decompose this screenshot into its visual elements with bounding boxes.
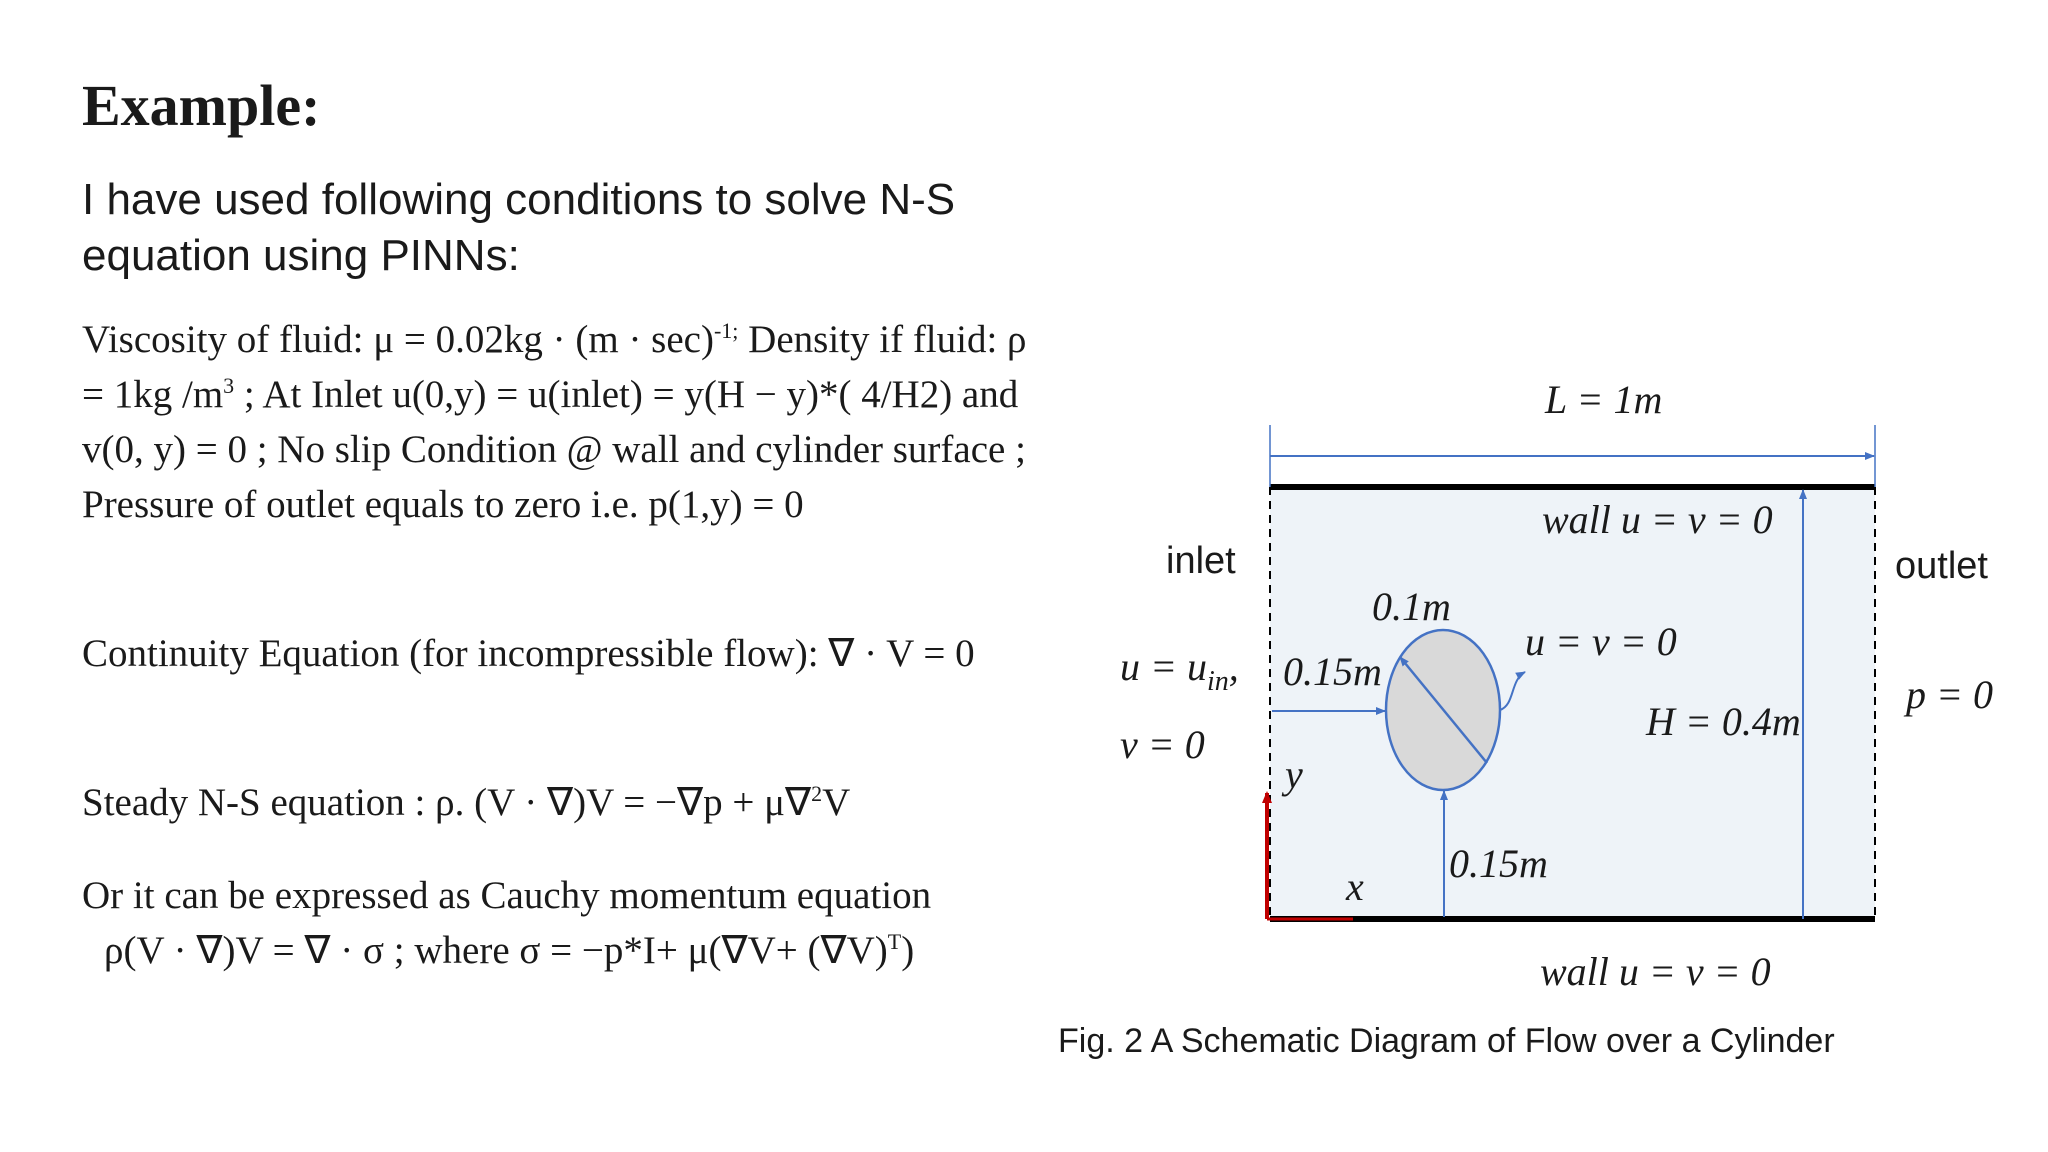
inlet-velocity-u: $u = u_{in}$, xyxy=(1120,644,1239,697)
cauchy-line-1: Or it can be expressed as Cauchy momentum equation xyxy=(82,874,932,917)
ns-equation-suffix: V xyxy=(822,781,851,824)
cauchy-line-2-suffix: ) xyxy=(901,929,915,972)
x-axis-label: x xyxy=(1346,864,1364,909)
continuity-equation: Continuity Equation (for incompressible flow): ∇ · V = 0 xyxy=(82,632,975,675)
cylinder-x-offset-label: 0.15m xyxy=(1283,649,1382,694)
viscosity-text: Viscosity of fluid: μ = 0.02kg · (m · sec) xyxy=(82,318,714,361)
height-label: H = 0.4m xyxy=(1646,699,1801,744)
cauchy-exponent: T xyxy=(887,929,902,954)
density-exponent: 3 xyxy=(223,373,235,398)
figure-caption: Fig. 2 A Schematic Diagram of Flow over a Cylinder xyxy=(1058,1022,1835,1060)
slide-subtitle: I have used following conditions to solve N-S equation using PINNs: xyxy=(82,175,956,280)
top-wall-label: wall u = v = 0 xyxy=(1542,497,1773,542)
cauchy-line-2-text: ρ(V · ∇)V = ∇ · σ ; where σ = −p*I+ μ(∇V+ (∇V) xyxy=(104,929,888,972)
cylinder-bc-label: u = v = 0 xyxy=(1525,619,1677,664)
viscosity-exponent: -1; xyxy=(713,318,739,343)
length-label: L = 1m xyxy=(1545,377,1663,422)
outlet-label: outlet xyxy=(1895,545,1988,587)
cylinder-y-offset-label: 0.15m xyxy=(1449,841,1548,886)
diameter-label: 0.1m xyxy=(1372,584,1451,629)
ns-equation-text: Steady N-S equation : ρ. (V · ∇)V = −∇p + μ∇ xyxy=(82,781,812,824)
inlet-velocity-v: v = 0 xyxy=(1120,722,1205,767)
inlet-label: inlet xyxy=(1166,540,1236,582)
y-axis-label: y xyxy=(1285,752,1303,797)
density-text: Density if fluid: ρ = 1kg /m xyxy=(82,318,1027,416)
ns-exponent: 2 xyxy=(811,781,823,806)
bottom-wall-label: wall u = v = 0 xyxy=(1540,949,1771,994)
slide-title: Example: xyxy=(82,73,321,138)
outlet-pressure-label: p = 0 xyxy=(1906,672,1993,717)
boundary-conditions-text: ; At Inlet u(0,y) = u(inlet) = y(H − y)*( 4/H2) and v(0, y) = 0 ; No slip Condition @ wall and cylinder surface ; Pressure of outlet equals to zero i.e. p(1,y) = 0 xyxy=(82,373,1026,526)
